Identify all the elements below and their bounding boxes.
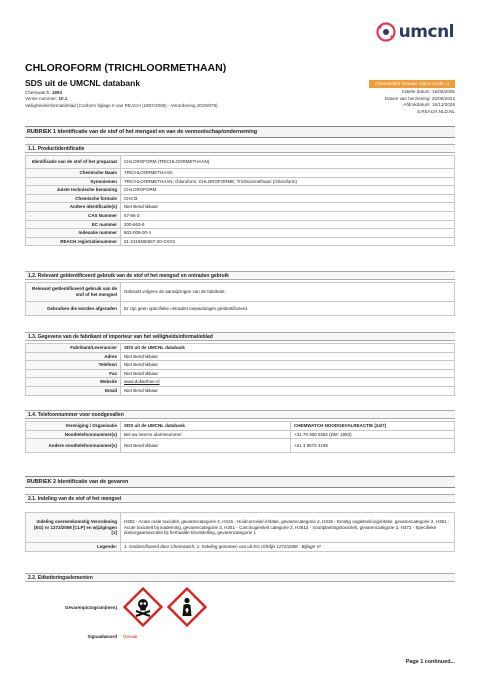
meta-right [385,89,455,115]
meta-print-date: Afdrukdatum: 16/12/2025 [403,102,455,108]
table-row [26,344,455,353]
row-value: 1. Gedassifiseerd door Chemwatch; 2. Indeling genomen van uit EG richtlijn 1272/2008 - Bijlage VI [121,543,455,552]
umcnl-logo-icon [376,22,396,42]
identified-uses-table [25,282,455,316]
row-label: Fax [26,369,121,378]
table-row [26,220,455,229]
table-row [25,583,455,633]
skull-crossbones-icon [123,587,163,629]
row-label: Indexatie nummer [26,229,121,238]
row-value: Niet Beschikbaar [121,369,455,378]
table-row [26,352,455,361]
row-label: Telefoon [26,361,121,370]
row-value: SDS uit de UMCNL databank [121,344,455,353]
table-row [26,177,455,186]
row-label: Juiste technische benaming [26,186,121,195]
labelling-table [25,583,455,640]
health-hazard-icon [167,587,207,629]
hazard-alert-badge: Chemwatch Gevaar Alarm Code: 3 [369,80,455,88]
rubriek-1-heading: RUBRIEK 1 Identificatie van de stof of het mengsel en van de vennootschap/onderneming [25,126,455,138]
row-value: Niet Beschikbaar [121,386,455,395]
row-label: Fabrikant/Leverancier [26,344,121,353]
row-value: Niet Beschikbaar [121,439,291,453]
table-row [26,283,455,302]
meta-left [25,90,218,109]
row-value: Er zijn geen specifieke ontraden toepassingen geïdentificeerd. [121,302,455,316]
emergency-phone-table [25,421,455,453]
row-label: Chemische Naam [26,169,121,178]
table-row [26,203,455,212]
row-value: 01-2119486657-20-XXXX [121,237,455,246]
table-row [26,422,455,431]
row-label: Gebruiken die worden afgeraden [26,302,121,316]
row-value: CHCl3 [121,194,455,203]
row-label: Indeling overeenkomstig Verordening (EG) nr 1272/2008 [CLP] en wijzigingen [1] [26,513,121,543]
section-2-1-heading: 2.1. Indeling van de stof of het mengsel [25,494,455,503]
section-1-1-heading: 1.1. Productidentificatie [25,144,455,153]
row-value: +61 3 9573 3188 [291,439,455,453]
row-value: TRICHLOORMETHAAN; chloroform; CHLOROFORME; Trichloormethaan (chloroform) [121,177,455,186]
table-row [26,361,455,370]
table-row [26,237,455,246]
row-label: Signaalwoord [25,633,120,641]
meta-revision-date: Datum van herziening: 20/06/2022 [384,95,455,101]
row-value: Niet Beschikbaar [121,203,455,212]
classification-table [25,512,455,552]
row-label: Adres [26,352,121,361]
row-value: Bel uw interne alarmnummer [121,430,291,439]
row-value: 67-66-3 [121,211,455,220]
document-subtitle: SDS uit de UMCNL databank [25,78,141,88]
row-label: Vereniging / Organisatie [26,422,121,431]
row-value: H302 - Acute orale toxiciteit, gevarencategorie 4, H315 - Huidcorrosie/-irritatie, gevarencategorie 2, H319 - Ernstig oogletsel/oogirritatie, gevarencategorie 2, H351 - Acute toxiciteit bij inademing, gevarencategorie 3, H351 - Carcinogeniteit categorie 2, H361d - Voortplantingstoxiciteit, gevarencategorie 2, H372 - Specifieke doelorgaantoxiciteit bij herhaalde blootstelling, gevarencategorie 1 [121,513,455,543]
row-value: +31 70 300 0282 (DM: 1893) [291,430,455,439]
section-1-4-heading: 1.4. Telefoonnummer voor noodgevallen [25,410,455,419]
meta-code: S.REACH.NLD.NL [416,108,455,114]
row-label: REACH registratienummer [26,237,121,246]
table-row [26,386,455,395]
row-label: Andere noodtelefoonnummer(s) [26,439,121,453]
row-value: CHLOROFORM [121,186,455,195]
table-row [26,186,455,195]
meta-version: Versie nummer: 10.1 [25,96,68,102]
table-row [25,633,455,641]
row-label: Noodtelefoonnummer(s) [26,430,121,439]
table-row [26,211,455,220]
row-value: Niet Beschikbaar [121,352,455,361]
table-row [26,229,455,238]
row-label: Website [26,378,121,387]
table-row [26,543,455,552]
row-label: Andere identificatie(s) [26,203,121,212]
table-row [26,378,455,387]
table-row [26,194,455,203]
row-label: CAS Nummer [26,211,121,220]
table-row [26,439,455,453]
product-identification-table [25,155,455,246]
supplier-table [25,343,455,396]
section-1-2-heading: 1.2. Relevant geïdentificeerd gebruik van de stof of het mengsel en ontraden gebruik [25,271,455,280]
table-row [26,430,455,439]
section-1-3-heading: 1.3. Gegevens van de fabrikant of importeur van het veiligheidsinformatieblad [25,332,455,341]
row-label: Synoniemen [26,177,121,186]
row-label: Relevant geïdentificeerd gebruik van de stof of het mengsel [26,283,121,302]
table-row [26,513,455,543]
meta-chemwatch: Chemwatch: 1893 [25,90,63,95]
rubriek-2-heading: RUBRIEK 2 Identificatie van de gevaren [25,476,455,488]
row-value: Niet Beschikbaar [121,361,455,370]
row-value: CHLOROFORM (TRICHLOORMETHAAN) [121,156,455,169]
document-title: CHLOROFORM (TRICHLOORMETHAAN) [25,62,227,74]
row-label: Gevarenpictogram(men) [25,583,120,633]
row-value: TRICHLOORMETHAAN [121,169,455,178]
umcnl-logo [376,22,454,42]
table-row [26,369,455,378]
row-label: Identificatie van de stof of het preparaat [26,156,121,169]
row-label: Email [26,386,121,395]
logo-text: umcnl [398,22,454,42]
row-value: CHEMWATCH NOODGEVALREACTIE (24/7) [291,422,455,431]
table-row [26,169,455,178]
meta-initial-date: Initiële datum: 15/06/2005 [402,89,455,94]
section-2-2-heading: 2.2. Etiketteringselementen [25,573,455,582]
table-row [26,156,455,169]
row-value: Gebruikt volgens de aanwijzingen van de fabrikant. [121,283,455,302]
website-link[interactable]: www.dokterhoe.nl [124,379,160,385]
signal-word: Gevaar [123,633,138,639]
table-row [26,302,455,316]
row-label: Chemische formule [26,194,121,203]
page-continued: Page 1 continued... [405,659,455,665]
row-label: EC nummer [26,220,121,229]
row-label: Legende: [26,543,121,552]
meta-regulation: Veiligheidsinformatieblad (Conform bijlage II van REACH (1907/2006) - Verordening 2020/878) [25,102,218,108]
row-value: 602-006-00-4 [121,229,455,238]
pictogram-cell [120,583,455,633]
row-value: 200-663-8 [121,220,455,229]
row-value: SDS uit de UMCNL databank [121,422,291,431]
